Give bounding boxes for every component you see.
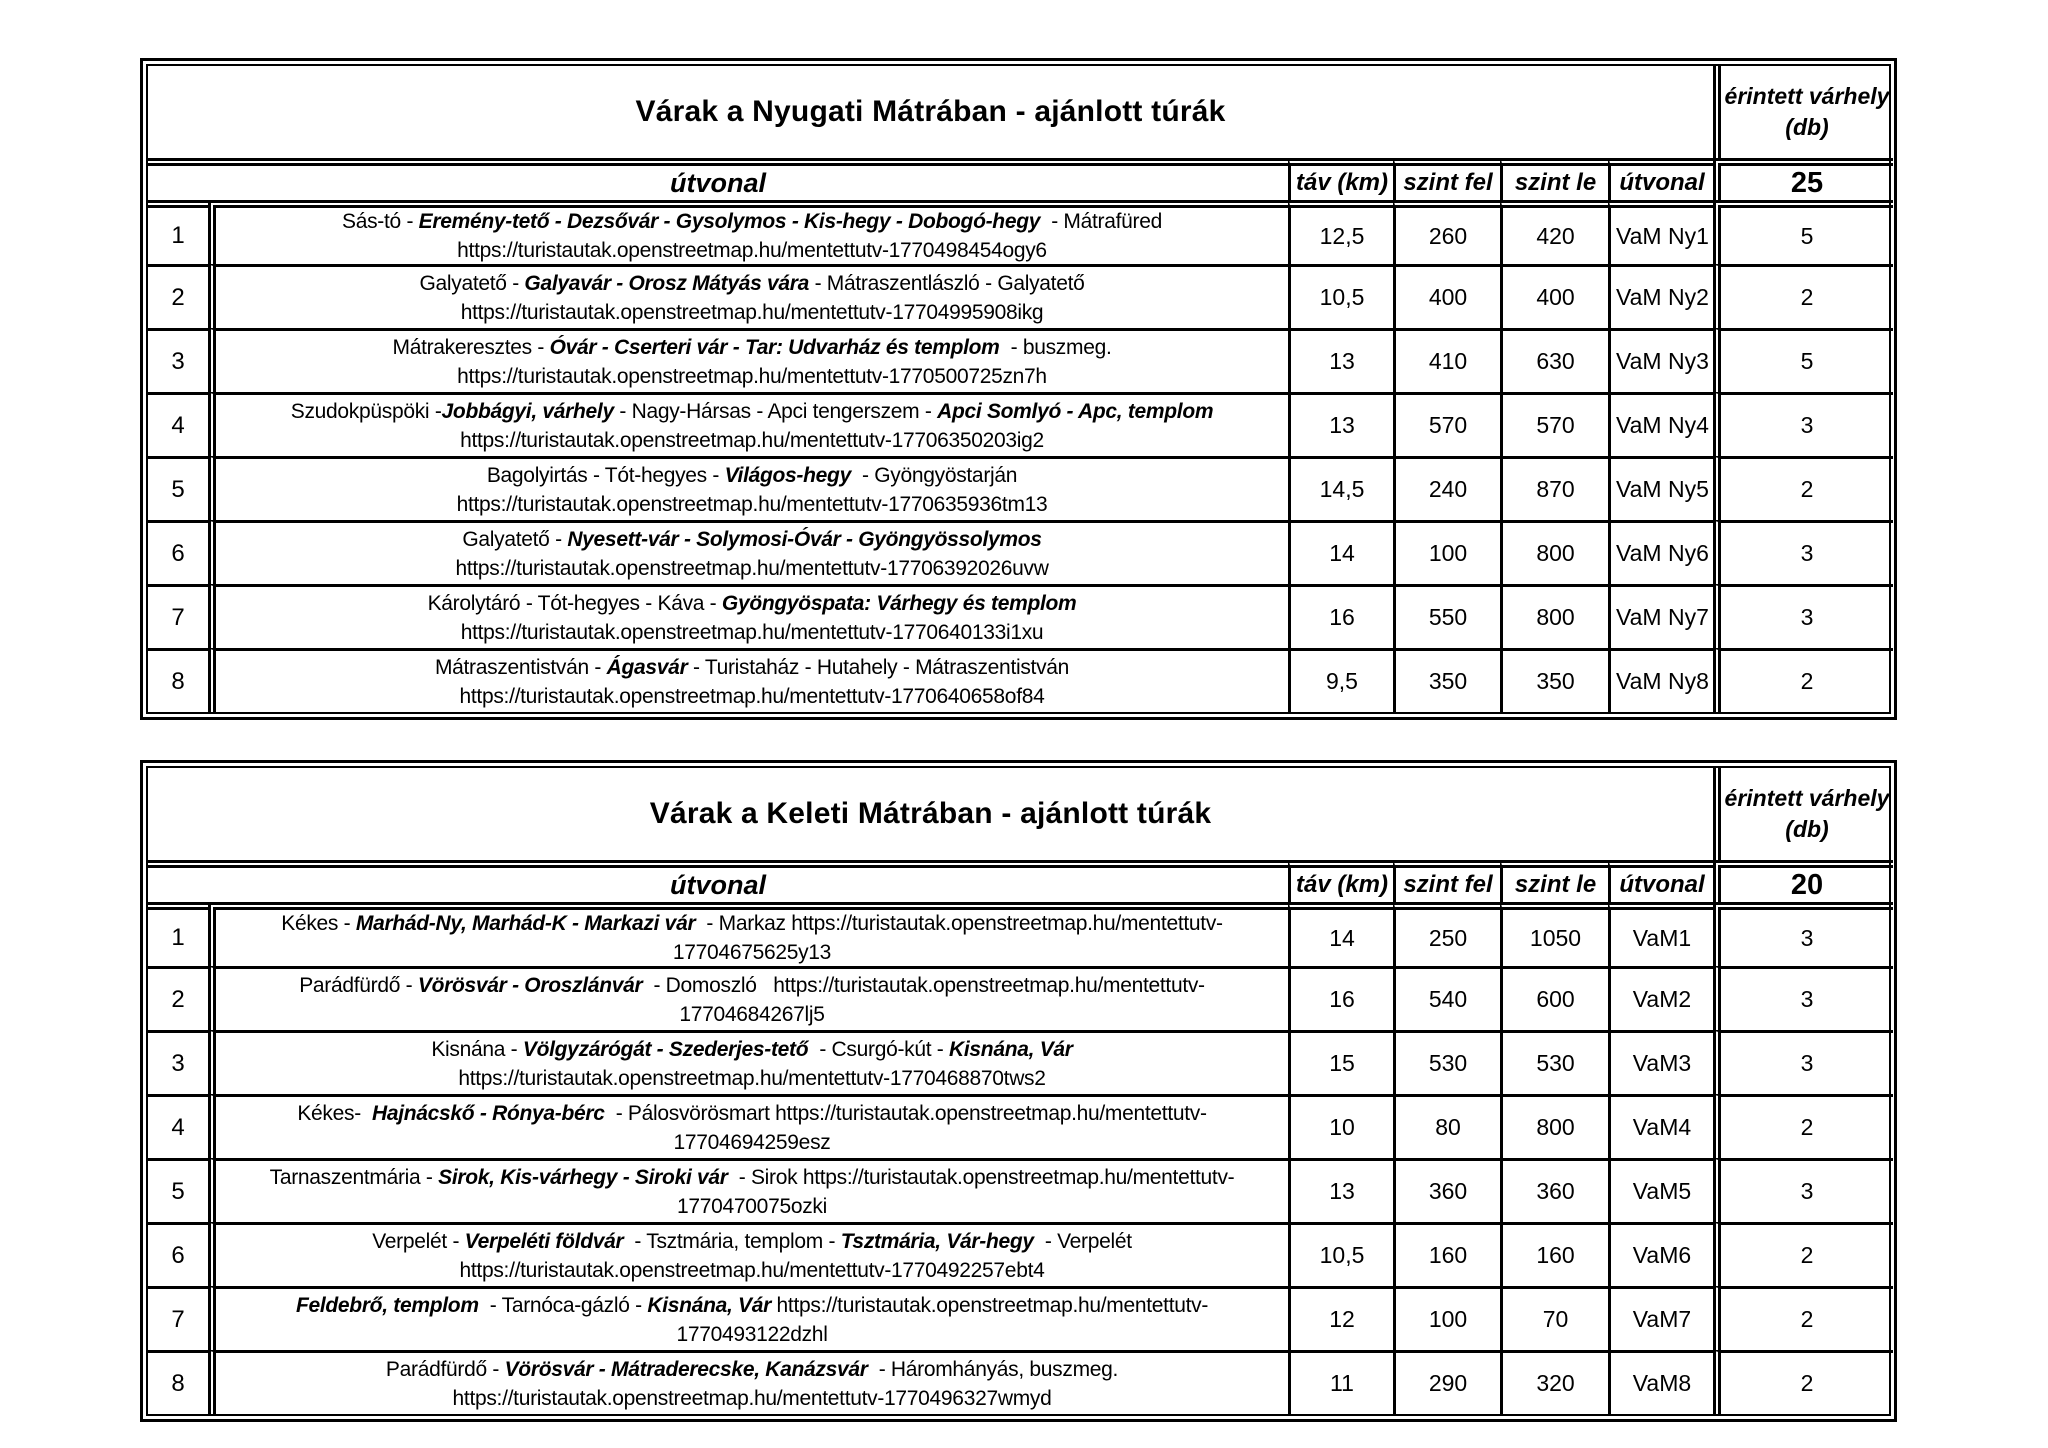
route-line <box>460 426 1044 455</box>
route-cell <box>208 200 1288 264</box>
castle-name: Sirok, Kis-várhegy - Siroki vár <box>438 1165 728 1189</box>
route-code-cell: VaM Ny8 <box>1608 648 1713 712</box>
route-text: Károlytáró - Tót-hegyes - Káva - <box>427 591 722 615</box>
route-url-text: https://turistautak.openstreetmap.hu/mentettutv-1770500725zn7h <box>457 364 1047 388</box>
row-number-cell: 2 <box>148 264 208 328</box>
corner-header <box>1713 768 1893 860</box>
route-code-cell: VaM Ny4 <box>1608 392 1713 456</box>
route-cell <box>208 456 1288 520</box>
code-column-header: útvonal <box>1608 860 1713 902</box>
descent-m-cell: 800 <box>1500 1094 1608 1158</box>
route-cell <box>208 1094 1288 1158</box>
castle-count-cell: 3 <box>1713 392 1893 456</box>
castle-count-cell: 5 <box>1713 328 1893 392</box>
route-line <box>455 554 1048 583</box>
route-url-text: https://turistautak.openstreetmap.hu/mentettutv-1770492257ebt4 <box>459 1258 1045 1282</box>
route-code-cell: VaM3 <box>1608 1030 1713 1094</box>
route-cell <box>208 520 1288 584</box>
ascent-m-cell: 570 <box>1393 392 1500 456</box>
table-grid-keleti <box>146 766 1891 1416</box>
distance-km-cell: 15 <box>1288 1030 1393 1094</box>
castle-name: Kisnána, Vár <box>949 1037 1073 1061</box>
route-text: - Gyöngyöstarján <box>850 463 1018 487</box>
castle-name: Világos-hegy <box>724 463 851 487</box>
descent-m-cell: 420 <box>1500 200 1608 264</box>
route-code-cell: VaM5 <box>1608 1158 1713 1222</box>
route-text: Parádfürdő - <box>385 1357 505 1381</box>
castle-count-cell: 2 <box>1713 1286 1893 1350</box>
ascent-m-cell: 100 <box>1393 520 1500 584</box>
route-code-cell: VaM Ny2 <box>1608 264 1713 328</box>
route-line <box>372 1227 1132 1256</box>
route-url-text: https://turistautak.openstreetmap.hu/mentettutv-1770496327wmyd <box>452 1386 1052 1410</box>
castle-count-cell: 2 <box>1713 456 1893 520</box>
route-text: - buszmeg. <box>999 335 1112 359</box>
route-line <box>676 1320 827 1349</box>
row-number-cell: 1 <box>148 200 208 264</box>
row-number-cell: 1 <box>148 902 208 966</box>
distance-km-cell: 12 <box>1288 1286 1393 1350</box>
route-url-text: https://turistautak.openstreetmap.hu/mentettutv-17706350203ig2 <box>460 428 1044 452</box>
descent-m-cell: 400 <box>1500 264 1608 328</box>
route-text: Kisnána - <box>431 1037 523 1061</box>
distance-km-cell: 13 <box>1288 392 1393 456</box>
descent-m-cell: 320 <box>1500 1350 1608 1414</box>
route-cell <box>208 264 1288 328</box>
route-text: Galyatető - <box>419 271 525 295</box>
distance-km-cell: 9,5 <box>1288 648 1393 712</box>
route-line <box>296 1291 1208 1320</box>
route-line <box>460 1256 1045 1285</box>
row-number-cell: 2 <box>148 966 208 1030</box>
route-cell <box>208 1030 1288 1094</box>
route-cell <box>208 1350 1288 1414</box>
corner-header-line1: érintett várhely <box>1724 83 1890 109</box>
ascent-m-cell: 260 <box>1393 200 1500 264</box>
castle-count-cell: 3 <box>1713 1030 1893 1094</box>
route-text: - Tsztmária, templom - <box>623 1229 841 1253</box>
route-line <box>291 397 1213 426</box>
ascent-m-cell: 290 <box>1393 1350 1500 1414</box>
ascent-m-cell: 100 <box>1393 1286 1500 1350</box>
route-text: Sás-tó - <box>342 210 419 233</box>
distance-km-cell: 16 <box>1288 966 1393 1030</box>
castle-name: Eremény-tető - Dezsővár - Gysolymos - Kis-hegy - Dobogó-hegy <box>418 210 1041 233</box>
row-number-cell: 5 <box>148 1158 208 1222</box>
corner-header-line2: (db) <box>1785 816 1829 842</box>
route-code-cell: VaM7 <box>1608 1286 1713 1350</box>
corner-header-line1: érintett várhely <box>1724 785 1890 811</box>
route-line <box>393 333 1112 362</box>
ascent-m-cell: 350 <box>1393 648 1500 712</box>
castle-name: Óvár - Cserteri vár - Tar: Udvarház és templom <box>549 335 1000 359</box>
route-line <box>457 490 1048 519</box>
route-code-cell: VaM1 <box>1608 902 1713 966</box>
route-line <box>281 909 1222 938</box>
corner-header <box>1713 66 1893 158</box>
distance-km-cell: 14 <box>1288 520 1393 584</box>
route-text: Parádfürdő - <box>299 973 418 997</box>
route-url-text: https://turistautak.openstreetmap.hu/mentettutv-17706392026uvw <box>455 556 1049 580</box>
total-castle-count: 20 <box>1713 860 1893 902</box>
route-line <box>679 1000 824 1029</box>
castle-name: Feldebrő, templom <box>295 1293 479 1317</box>
ascent-m-cell: 250 <box>1393 902 1500 966</box>
descent-column-header: szint le <box>1500 158 1608 200</box>
descent-m-cell: 600 <box>1500 966 1608 1030</box>
descent-m-cell: 870 <box>1500 456 1608 520</box>
table-grid-nyugati <box>146 64 1891 714</box>
descent-m-cell: 800 <box>1500 520 1608 584</box>
route-line <box>457 236 1047 265</box>
descent-m-cell: 160 <box>1500 1222 1608 1286</box>
route-url-text: https://turistautak.openstreetmap.hu/mentettutv-1770640133i1xu <box>460 620 1044 644</box>
castle-count-cell: 3 <box>1713 902 1893 966</box>
distance-km-cell: 16 <box>1288 584 1393 648</box>
castle-name: Völgyzárógát - Szederjes-tető <box>522 1037 809 1061</box>
route-line <box>386 1355 1118 1384</box>
route-url-text: - Markaz https://turistautak.openstreetmap.hu/mentettutv- <box>695 912 1223 935</box>
route-url-text: https://turistautak.openstreetmap.hu/mentettutv-1770635936tm13 <box>456 492 1048 516</box>
route-text: Mátraszentistván - <box>434 655 607 679</box>
row-number-cell: 6 <box>148 520 208 584</box>
castle-name: Marhád-Ny, Marhád-K - Markazi vár <box>355 912 696 935</box>
row-number-cell: 3 <box>148 1030 208 1094</box>
route-line <box>435 653 1069 682</box>
route-url-text: https://turistautak.openstreetmap.hu/mentettutv-1770498454ogy6 <box>457 239 1047 262</box>
castle-name: Hajnácskő - Rónya-bérc <box>371 1101 605 1125</box>
route-code-cell: VaM Ny1 <box>1608 200 1713 264</box>
route-line <box>673 938 831 967</box>
route-line <box>461 618 1044 647</box>
route-text: Kékes - <box>281 912 356 935</box>
ascent-m-cell: 530 <box>1393 1030 1500 1094</box>
route-cell <box>208 1222 1288 1286</box>
route-url-text: https://turistautak.openstreetmap.hu/mentettutv-1770640658of84 <box>459 684 1045 708</box>
castle-count-cell: 2 <box>1713 264 1893 328</box>
castle-count-cell: 3 <box>1713 520 1893 584</box>
descent-m-cell: 1050 <box>1500 902 1608 966</box>
route-url-text: - Pálosvörösmart https://turistautak.openstreetmap.hu/mentettutv- <box>604 1101 1207 1125</box>
route-line <box>460 682 1045 711</box>
distance-km-cell: 12,5 <box>1288 200 1393 264</box>
route-text: - Verpelét <box>1033 1229 1132 1253</box>
castle-count-cell: 3 <box>1713 1158 1893 1222</box>
corner-header-line2: (db) <box>1785 114 1829 140</box>
castle-name: Vörösvár - Oroszlánvár <box>417 973 643 997</box>
route-text: Mátrakeresztes - <box>392 335 550 359</box>
route-line <box>462 525 1041 554</box>
row-number-cell: 4 <box>148 392 208 456</box>
table-keleti-matra <box>140 760 1897 1422</box>
route-cell <box>208 392 1288 456</box>
route-text: - Háromhányás, buszmeg. <box>867 1357 1119 1381</box>
route-code-cell: VaM Ny5 <box>1608 456 1713 520</box>
route-line <box>461 298 1044 327</box>
table-title: Várak a Nyugati Mátrában - ajánlott túrák <box>635 95 1226 128</box>
ascent-m-cell: 160 <box>1393 1222 1500 1286</box>
castle-name: Nyesett-vár - Solymosi-Óvár - Gyöngyössolymos <box>567 527 1042 551</box>
ascent-m-cell: 360 <box>1393 1158 1500 1222</box>
route-text: - Nagy-Hársas - Apci tengerszem - <box>613 399 938 423</box>
route-text: - Csurgó-kút - <box>808 1037 950 1061</box>
route-cell <box>208 966 1288 1030</box>
castle-count-cell: 2 <box>1713 1222 1893 1286</box>
route-cell <box>208 584 1288 648</box>
route-text: 1770493122dzhl <box>676 1322 828 1346</box>
ascent-m-cell: 80 <box>1393 1094 1500 1158</box>
route-cell <box>208 1286 1288 1350</box>
row-number-cell: 6 <box>148 1222 208 1286</box>
ascent-m-cell: 410 <box>1393 328 1500 392</box>
route-url-text: - Sirok https://turistautak.openstreetmap.hu/mentettutv- <box>727 1165 1235 1189</box>
route-cell <box>208 328 1288 392</box>
route-code-cell: VaM8 <box>1608 1350 1713 1414</box>
castle-name: Gyöngyöspata: Várhegy és templom <box>721 591 1077 615</box>
route-url-text: https://turistautak.openstreetmap.hu/mentettutv-17704995908ikg <box>460 300 1044 324</box>
route-url-text: https://turistautak.openstreetmap.hu/mentettutv- <box>771 1293 1209 1317</box>
distance-km-cell: 14,5 <box>1288 456 1393 520</box>
row-number-cell: 8 <box>148 1350 208 1414</box>
route-line <box>419 269 1084 298</box>
castle-name: Apci Somlyó - Apc, templom <box>937 399 1214 423</box>
route-cell <box>208 902 1288 966</box>
descent-m-cell: 570 <box>1500 392 1608 456</box>
route-line <box>453 1384 1052 1413</box>
route-line <box>299 971 1205 1000</box>
route-text: Tarnaszentmária - <box>269 1165 439 1189</box>
descent-column-header: szint le <box>1500 860 1608 902</box>
route-text: Bagolyirtás - Tót-hegyes - <box>486 463 725 487</box>
row-number-cell: 5 <box>148 456 208 520</box>
distance-km-cell: 14 <box>1288 902 1393 966</box>
descent-m-cell: 630 <box>1500 328 1608 392</box>
route-line <box>457 362 1047 391</box>
route-text: Szudokpüspöki - <box>290 399 442 423</box>
castle-count-cell: 3 <box>1713 584 1893 648</box>
route-text: Galyatető - <box>462 527 568 551</box>
castle-name: Vörösvár - Mátraderecske, Kanázsvár <box>504 1357 868 1381</box>
distance-column-header: táv (km) <box>1288 158 1393 200</box>
descent-m-cell: 360 <box>1500 1158 1608 1222</box>
route-text: - Turistaház - Hutahely - Mátraszentistván <box>687 655 1070 679</box>
route-line <box>677 1192 827 1221</box>
route-line <box>428 589 1077 618</box>
castle-count-cell: 5 <box>1713 200 1893 264</box>
route-text: - Mátraszentlászló - Galyatető <box>809 271 1085 295</box>
route-cell <box>208 648 1288 712</box>
ascent-m-cell: 550 <box>1393 584 1500 648</box>
distance-km-cell: 11 <box>1288 1350 1393 1414</box>
route-text: Kékes- <box>297 1101 372 1125</box>
route-column-header: útvonal <box>148 860 1288 902</box>
route-text: 17704675625y13 <box>672 941 832 964</box>
route-text: 17704694259esz <box>673 1130 831 1154</box>
route-url-text: - Domoszló https://turistautak.openstreetmap.hu/mentettutv- <box>642 973 1205 997</box>
route-line <box>297 1099 1206 1128</box>
row-number-cell: 3 <box>148 328 208 392</box>
descent-m-cell: 800 <box>1500 584 1608 648</box>
castle-count-cell: 2 <box>1713 1350 1893 1414</box>
castle-name: Tsztmária, Vár-hegy <box>840 1229 1034 1253</box>
route-code-cell: VaM Ny6 <box>1608 520 1713 584</box>
distance-km-cell: 13 <box>1288 328 1393 392</box>
route-line <box>342 207 1162 236</box>
castle-name: Verpeléti földvár <box>464 1229 624 1253</box>
descent-m-cell: 530 <box>1500 1030 1608 1094</box>
route-text: 1770470075ozki <box>677 1194 827 1218</box>
descent-m-cell: 70 <box>1500 1286 1608 1350</box>
route-line <box>487 461 1017 490</box>
route-line <box>674 1128 831 1157</box>
route-code-cell: VaM2 <box>1608 966 1713 1030</box>
ascent-column-header: szint fel <box>1393 158 1500 200</box>
row-number-cell: 7 <box>148 584 208 648</box>
table-nyugati-matra <box>140 58 1897 720</box>
route-code-cell: VaM4 <box>1608 1094 1713 1158</box>
route-text: Verpelét - <box>372 1229 465 1253</box>
castle-name: Ágasvár <box>606 655 688 679</box>
ascent-column-header: szint fel <box>1393 860 1500 902</box>
ascent-m-cell: 240 <box>1393 456 1500 520</box>
castle-name: Jobbágyi, várhely <box>441 399 614 423</box>
castle-name: Galyavár - Orosz Mátyás vára <box>524 271 810 295</box>
castle-count-cell: 2 <box>1713 648 1893 712</box>
route-column-header: útvonal <box>148 158 1288 200</box>
code-column-header: útvonal <box>1608 158 1713 200</box>
route-text: - Mátrafüred <box>1040 210 1162 233</box>
route-cell <box>208 1158 1288 1222</box>
route-text: - Tarnóca-gázló - <box>478 1293 648 1317</box>
ascent-m-cell: 400 <box>1393 264 1500 328</box>
row-number-cell: 7 <box>148 1286 208 1350</box>
castle-count-cell: 3 <box>1713 966 1893 1030</box>
castle-name: Kisnána, Vár <box>647 1293 772 1317</box>
distance-column-header: táv (km) <box>1288 860 1393 902</box>
distance-km-cell: 10 <box>1288 1094 1393 1158</box>
total-castle-count: 25 <box>1713 158 1893 200</box>
distance-km-cell: 10,5 <box>1288 264 1393 328</box>
route-code-cell: VaM6 <box>1608 1222 1713 1286</box>
row-number-cell: 4 <box>148 1094 208 1158</box>
row-number-cell: 8 <box>148 648 208 712</box>
ascent-m-cell: 540 <box>1393 966 1500 1030</box>
table-title: Várak a Keleti Mátrában - ajánlott túrák <box>649 797 1212 830</box>
route-code-cell: VaM Ny7 <box>1608 584 1713 648</box>
distance-km-cell: 13 <box>1288 1158 1393 1222</box>
route-url-text: https://turistautak.openstreetmap.hu/mentettutv-1770468870tws2 <box>458 1066 1046 1090</box>
route-text: 17704684267lj5 <box>679 1002 825 1026</box>
castle-count-cell: 2 <box>1713 1094 1893 1158</box>
route-line <box>270 1163 1235 1192</box>
route-line <box>431 1035 1072 1064</box>
descent-m-cell: 350 <box>1500 648 1608 712</box>
route-line <box>458 1064 1045 1093</box>
distance-km-cell: 10,5 <box>1288 1222 1393 1286</box>
route-code-cell: VaM Ny3 <box>1608 328 1713 392</box>
